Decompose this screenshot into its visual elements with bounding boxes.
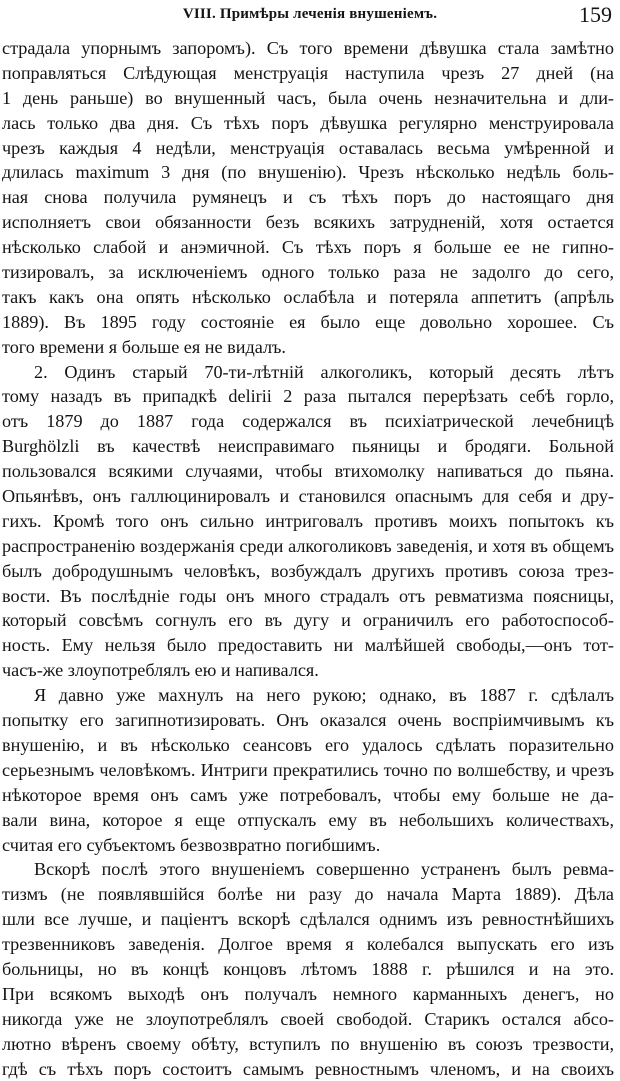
text-line: внушенію, и въ нѣсколько сеансовъ его удалось сдѣлать поразительно	[2, 734, 614, 755]
text-line: исполняетъ свои обязанности безъ всякихъ затрудненій, хотя остается	[2, 212, 614, 233]
page-number: 159	[579, 2, 612, 27]
text-line: никогда уже не злоупотреблялъ своей свободой. Старикъ остался абсо-	[2, 1008, 614, 1029]
text-line: нѣкоторое время онъ самъ уже потребовалъ, чтобы ему больше не да-	[2, 784, 614, 805]
text-line: того времени я больше ея не видалъ.	[2, 336, 286, 357]
text-line: тизмъ (не появлявшійся болѣе ни разу до начала Марта 1889). Дѣла	[2, 884, 614, 905]
text-line: ная снова получила румянецъ и съ тѣхъ поръ до настоящаго дня	[2, 187, 614, 208]
text-line: попытку его загипнотизировать. Онъ оказался очень воспріимчивымъ къ	[2, 710, 614, 731]
text-line: трезвенниковъ заведенія. Долгое время я колебался выпускать его изъ	[2, 934, 614, 955]
text-line: считая его субъектомъ безвозвратно погибшимъ.	[2, 834, 381, 855]
body-text	[0, 36, 620, 1081]
text-line: 1889). Въ 1895 году состояніе ея было еще довольно хорошее. Съ	[2, 311, 614, 332]
text-line: серьезнымъ человѣкомъ. Интриги прекратились точно по волшебству, и чрезъ	[2, 759, 614, 780]
text-line: чрезъ каждыя 4 недѣли, менструація оставалась весьма умѣренной и	[2, 137, 614, 158]
text-line: пользовался всякими случаями, чтобы втихомолку напиваться до пьяна.	[2, 461, 614, 482]
running-header	[0, 2, 620, 32]
paragraph-first-line: Я давно уже махнулъ на него рукою; однако, въ 1887 г. сдѣлалъ	[34, 685, 614, 706]
text-line: вали вина, которое я еще отпускалъ ему въ небольшихъ количествахъ,	[2, 809, 614, 830]
text-line: 1 день раньше) во внушенный часъ, была очень незначительна и дли-	[2, 87, 614, 108]
paragraph-first-line: 2. Одинъ старый 70-ти-лѣтній алкоголикъ, который десять лѣтъ	[34, 361, 614, 382]
text-line: больницы, но въ концѣ концовъ лѣтомъ 1888 г. рѣшился и на это.	[2, 958, 614, 979]
text-line: шли все лучше, и паціентъ вскорѣ сдѣлался однимъ изъ ревностнѣйшихъ	[2, 909, 614, 930]
text-line: тизировалъ, за исключеніемъ одного только раза не задолго до сего,	[2, 262, 614, 283]
text-line: распространенію воздержанія среди алкоголиковъ заведенія, и хотя въ общемъ	[2, 535, 614, 556]
text-line: который совсѣмъ согнулъ его въ дугу и ограничилъ его работоспособ-	[2, 610, 614, 631]
text-line: такъ какъ она опять нѣсколько ослабѣла и потеряла аппетитъ (апрѣль	[2, 286, 614, 307]
text-line: ность. Ему нельзя было предоставить ни малѣйшей свободы,—онъ тот-	[2, 635, 614, 656]
text-line: Опьянѣвъ, онъ галлюцинировалъ и становился опаснымъ для себя и дру-	[2, 486, 614, 507]
text-line: нѣсколько слабой и анэмичной. Съ тѣхъ поръ я больше ее не гипно-	[2, 237, 614, 258]
text-line: часъ-же злоупотреблялъ ею и напивался.	[2, 660, 319, 681]
running-title: VIII. Примѣры леченія внушеніемъ.	[182, 6, 438, 22]
text-line: лютно вѣренъ своему обѣту, вступилъ по внушенію въ союзъ трезвости,	[2, 1033, 614, 1054]
text-line: гихъ. Кромѣ того онъ сильно интриговалъ противъ моихъ попытокъ къ	[2, 510, 614, 531]
paragraph-first-line: Вскорѣ послѣ этого внушеніемъ совершенно устраненъ былъ ревма-	[34, 859, 614, 880]
text-line: При всякомъ выходѣ онъ получалъ немного карманныхъ денегъ, но	[2, 983, 614, 1004]
text-line: отъ 1879 до 1887 года содержался въ психіатрической лечебницѣ	[2, 411, 614, 432]
text-line: лась только два дня. Съ тѣхъ поръ дѣвушка регулярно менструировала	[2, 112, 614, 133]
text-line: длилась maximum 3 дня (по внушенію). Чрезъ нѣсколько недѣль боль-	[2, 162, 614, 183]
text-line: вости. Въ послѣдніе годы онъ много страдалъ отъ ревматизма поясницы,	[2, 585, 614, 606]
text-line: тому назадъ въ припадкѣ delirii 2 раза пытался перерѣзать себѣ горло,	[2, 386, 614, 407]
text-line: гдѣ съ тѣхъ поръ состоитъ самымъ ревностнымъ членомъ, и на своихъ	[2, 1058, 614, 1079]
text-line: страдала упорнымъ запоромъ). Съ того времени дѣвушка стала замѣтно	[2, 38, 614, 58]
text-line: былъ добродушнымъ человѣкъ, возбуждалъ другихъ противъ союза трез-	[2, 560, 614, 581]
text-line: Burghölzli въ качествѣ неисправимаго пьяницы и бродяги. Больной	[2, 436, 614, 457]
text-line: поправляться Слѣдующая менструація наступила чрезъ 27 дней (на	[2, 62, 614, 83]
